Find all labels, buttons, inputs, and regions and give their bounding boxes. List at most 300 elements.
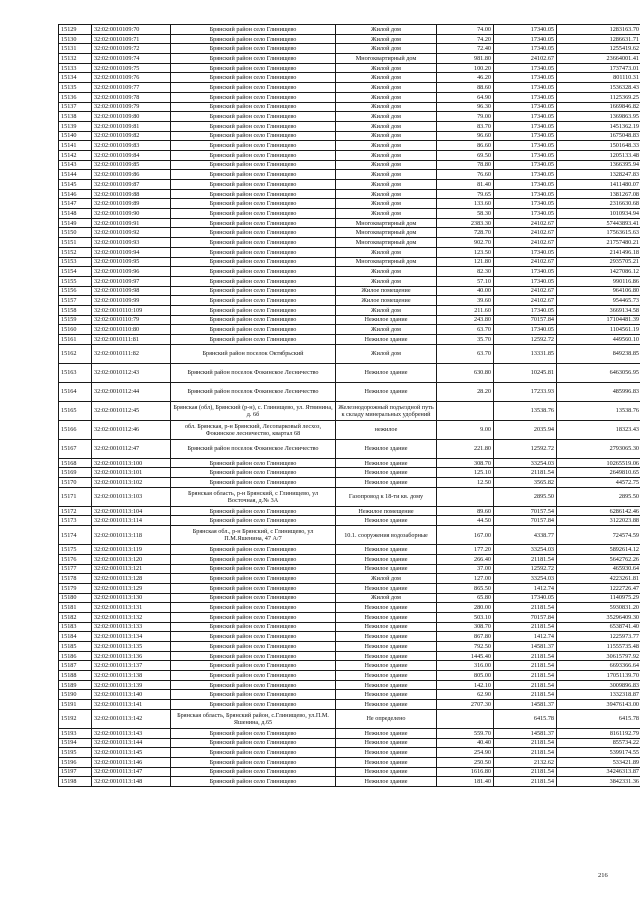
table-row <box>59 228 640 238</box>
cell-object-type: Нежилое здание <box>336 738 437 748</box>
cell-cadastral-number: 32:02:0010113:101 <box>92 468 171 478</box>
cell-specific-value: 21181.54 <box>494 690 557 700</box>
cell-specific-value: 12592.72 <box>494 335 557 345</box>
cell-specific-value: 17340.05 <box>494 170 557 180</box>
cell-specific-value: 13538.76 <box>494 401 557 420</box>
cell-area: 503.10 <box>437 612 494 622</box>
cell-specific-value: 17340.05 <box>494 112 557 122</box>
cell-object-type: Жилой дом <box>336 199 437 209</box>
cell-cadastral-value: 449560.10 <box>557 335 640 345</box>
cell-cadastral-number: 32:02:0010109:74 <box>92 54 171 64</box>
cell-cadastral-value: 6463056.95 <box>557 363 640 382</box>
cell-object-type: Жилой дом <box>336 112 437 122</box>
cell-row-number: 15137 <box>59 102 92 112</box>
cell-area: 63.70 <box>437 325 494 335</box>
cell-cadastral-value: 724574.59 <box>557 526 640 545</box>
cell-cadastral-number: 32:02:0010113:147 <box>92 767 171 777</box>
cell-row-number: 15188 <box>59 671 92 681</box>
cell-area <box>437 709 494 728</box>
cell-specific-value: 4338.77 <box>494 526 557 545</box>
cell-row-number: 15135 <box>59 83 92 93</box>
cell-address: Брянский район село Глинищево <box>171 651 336 661</box>
table-row <box>59 728 640 738</box>
cell-cadastral-value: 485996.83 <box>557 382 640 401</box>
cell-cadastral-number: 32:02:0010113:144 <box>92 738 171 748</box>
table-row <box>59 267 640 277</box>
cell-object-type: Жилой дом <box>336 25 437 35</box>
cell-area: 37.00 <box>437 564 494 574</box>
cell-cadastral-value: 6286142.46 <box>557 506 640 516</box>
cell-cadastral-number: 32:02:0010113:131 <box>92 603 171 613</box>
cell-cadastral-number: 32:02:0010109:77 <box>92 83 171 93</box>
cell-specific-value: 17340.05 <box>494 34 557 44</box>
cell-row-number: 15148 <box>59 209 92 219</box>
table-row <box>59 622 640 632</box>
cell-cadastral-number: 32:02:0010112:44 <box>92 382 171 401</box>
cell-address: Брянский район село Глинищево <box>171 680 336 690</box>
cell-object-type: Нежилое здание <box>336 671 437 681</box>
cell-object-type: Жилой дом <box>336 141 437 151</box>
cell-cadastral-value: 13538.76 <box>557 401 640 420</box>
table-row <box>59 554 640 564</box>
cell-address: Брянский район село Глинищево <box>171 671 336 681</box>
cell-cadastral-number: 32:02:0010113:100 <box>92 458 171 468</box>
table-row <box>59 583 640 593</box>
table-row <box>59 545 640 555</box>
cell-object-type: Нежилое здание <box>336 545 437 555</box>
cell-cadastral-number: 32:02:0010109:84 <box>92 150 171 160</box>
cell-address: Брянский район село Глинищево <box>171 767 336 777</box>
cell-row-number: 15198 <box>59 777 92 787</box>
cell-cadastral-number: 32:02:0010112:43 <box>92 363 171 382</box>
cell-cadastral-number: 32:02:0010109:80 <box>92 112 171 122</box>
table-row <box>59 238 640 248</box>
cell-specific-value: 21181.54 <box>494 680 557 690</box>
cell-object-type: Нежилое здание <box>336 603 437 613</box>
cell-cadastral-value: 5399174.55 <box>557 748 640 758</box>
cell-row-number: 15162 <box>59 344 92 363</box>
cell-object-type: Жилой дом <box>336 73 437 83</box>
cell-cadastral-value: 1222726.47 <box>557 583 640 593</box>
cell-specific-value: 17340.05 <box>494 276 557 286</box>
cell-cadastral-value: 3842331.36 <box>557 777 640 787</box>
cell-specific-value: 2035.94 <box>494 420 557 439</box>
cell-address: Брянский район село Глинищево <box>171 199 336 209</box>
cell-row-number: 15143 <box>59 160 92 170</box>
table-row <box>59 209 640 219</box>
cell-cadastral-value: 5642762.26 <box>557 554 640 564</box>
table-row <box>59 564 640 574</box>
cell-object-type: Нежилое здание <box>336 363 437 382</box>
cell-object-type: Жилой дом <box>336 574 437 584</box>
cell-row-number: 15149 <box>59 218 92 228</box>
cell-cadastral-number: 32:02:0010113:136 <box>92 651 171 661</box>
cell-area: 78.80 <box>437 160 494 170</box>
cell-address: Брянский район село Глинищево <box>171 63 336 73</box>
cell-area: 46.20 <box>437 73 494 83</box>
cell-object-type: 10.1. сооружения водозаборные <box>336 526 437 545</box>
table-row <box>59 738 640 748</box>
table-row <box>59 335 640 345</box>
cell-area: 266.40 <box>437 554 494 564</box>
cell-area: 865.50 <box>437 583 494 593</box>
cell-specific-value: 13331.85 <box>494 344 557 363</box>
cell-cadastral-number: 32:02:0010111:81 <box>92 335 171 345</box>
cell-object-type: Жилое помещение <box>336 286 437 296</box>
cell-specific-value: 17340.05 <box>494 247 557 257</box>
cell-specific-value: 21181.54 <box>494 622 557 632</box>
table-row <box>59 526 640 545</box>
cell-object-type: Нежилое здание <box>336 757 437 767</box>
cell-address: Брянский район село Глинищево <box>171 728 336 738</box>
cell-cadastral-number: 32:02:0010109:93 <box>92 238 171 248</box>
cell-area: 39.60 <box>437 296 494 306</box>
table-row <box>59 420 640 439</box>
cell-cadastral-value: 17051139.70 <box>557 671 640 681</box>
cell-address: Брянский район село Глинищево <box>171 73 336 83</box>
cell-object-type: Жилой дом <box>336 92 437 102</box>
cell-specific-value: 3565.82 <box>494 478 557 488</box>
cell-row-number: 15160 <box>59 325 92 335</box>
cell-specific-value: 17340.05 <box>494 83 557 93</box>
table-row <box>59 593 640 603</box>
cell-cadastral-value: 3122023.88 <box>557 516 640 526</box>
cell-cadastral-number: 32:02:0010113:114 <box>92 516 171 526</box>
cell-cadastral-value: 1369863.95 <box>557 112 640 122</box>
cell-area: 559.70 <box>437 728 494 738</box>
cell-area: 76.60 <box>437 170 494 180</box>
cell-specific-value: 70157.84 <box>494 315 557 325</box>
cell-area: 64.90 <box>437 92 494 102</box>
cell-cadastral-value: 1225973.77 <box>557 632 640 642</box>
cell-cadastral-value: 2895.50 <box>557 487 640 506</box>
cell-row-number: 15156 <box>59 286 92 296</box>
cell-cadastral-value: 4223261.81 <box>557 574 640 584</box>
cell-object-type: Жилой дом <box>336 247 437 257</box>
cell-row-number: 15146 <box>59 189 92 199</box>
cell-specific-value: 14581.37 <box>494 728 557 738</box>
cell-object-type: Нежилое здание <box>336 690 437 700</box>
cell-row-number: 15168 <box>59 458 92 468</box>
cell-row-number: 15133 <box>59 63 92 73</box>
cell-cadastral-number: 32:02:0010113:143 <box>92 728 171 738</box>
table-row <box>59 748 640 758</box>
cell-specific-value: 17340.05 <box>494 199 557 209</box>
cell-object-type: Жилой дом <box>336 170 437 180</box>
cell-object-type: Жилой дом <box>336 593 437 603</box>
table-row <box>59 305 640 315</box>
table-body <box>59 25 640 787</box>
cell-address: Брянский район село Глинищево <box>171 468 336 478</box>
cell-object-type: Нежилое здание <box>336 622 437 632</box>
table-row <box>59 189 640 199</box>
cell-cadastral-number: 32:02:0010113:146 <box>92 757 171 767</box>
cell-cadastral-value: 18323.43 <box>557 420 640 439</box>
cell-address: Брянский район село Глинищево <box>171 593 336 603</box>
table-row <box>59 382 640 401</box>
cell-specific-value: 21181.54 <box>494 777 557 787</box>
cell-area: 28.20 <box>437 382 494 401</box>
cell-cadastral-number: 32:02:0010113:121 <box>92 564 171 574</box>
cell-address: Брянский район село Глинищево <box>171 54 336 64</box>
cell-row-number: 15155 <box>59 276 92 286</box>
cell-object-type: Жилой дом <box>336 150 437 160</box>
cell-row-number: 15151 <box>59 238 92 248</box>
cell-address: Брянский район поселок Фокинское Лесничество <box>171 439 336 458</box>
cell-row-number: 15182 <box>59 612 92 622</box>
cell-specific-value: 21181.54 <box>494 671 557 681</box>
cell-cadastral-value: 23664001.41 <box>557 54 640 64</box>
table-row <box>59 141 640 151</box>
cell-area: 81.40 <box>437 180 494 190</box>
cell-object-type: Многоквартирный дом <box>336 257 437 267</box>
cell-address: Брянский район село Глинищево <box>171 180 336 190</box>
cell-address: Брянская (обл), Брянский (р-н), с. Глинищево, ул. Ятвинина, д. 6б <box>171 401 336 420</box>
cell-cadastral-number: 32:02:0010109:87 <box>92 180 171 190</box>
cell-cadastral-number: 32:02:0010113:130 <box>92 593 171 603</box>
cell-specific-value: 2895.50 <box>494 487 557 506</box>
table-row <box>59 247 640 257</box>
cell-object-type: Нежилое здание <box>336 748 437 758</box>
cell-area: 127.00 <box>437 574 494 584</box>
table-row <box>59 344 640 363</box>
table-row <box>59 574 640 584</box>
cell-specific-value: 1412.74 <box>494 632 557 642</box>
cell-area: 902.70 <box>437 238 494 248</box>
table-row <box>59 73 640 83</box>
cell-specific-value: 12592.72 <box>494 439 557 458</box>
cell-object-type: Нежилое здание <box>336 516 437 526</box>
cell-address: Брянский район село Глинищево <box>171 545 336 555</box>
cell-row-number: 15153 <box>59 257 92 267</box>
cell-address: Брянский район поселок Фокинское Лесничество <box>171 363 336 382</box>
cell-row-number: 15166 <box>59 420 92 439</box>
cell-address: Брянский район село Глинищево <box>171 335 336 345</box>
cell-cadastral-value: 1381267.08 <box>557 189 640 199</box>
cell-area: 211.60 <box>437 305 494 315</box>
cell-object-type: Жилой дом <box>336 344 437 363</box>
cell-row-number: 15165 <box>59 401 92 420</box>
cell-area: 89.60 <box>437 506 494 516</box>
cell-area: 280.00 <box>437 603 494 613</box>
cell-cadastral-number: 32:02:0010113:118 <box>92 526 171 545</box>
cell-area: 100.20 <box>437 63 494 73</box>
cell-area: 792.50 <box>437 642 494 652</box>
cell-cadastral-value: 11555735.48 <box>557 642 640 652</box>
cell-area: 125.10 <box>437 468 494 478</box>
table-row <box>59 401 640 420</box>
table-row <box>59 671 640 681</box>
cell-row-number: 15174 <box>59 526 92 545</box>
cell-address: Брянский район село Глинищево <box>171 564 336 574</box>
cell-area: 74.20 <box>437 34 494 44</box>
cell-cadastral-number: 32:02:0010113:132 <box>92 612 171 622</box>
cell-object-type: Нежилое здание <box>336 554 437 564</box>
cell-object-type: Жилой дом <box>336 267 437 277</box>
cell-area: 167.00 <box>437 526 494 545</box>
cell-address: Брянская область, р-н Брянский, с Глинищево, ул Восточная, д.№ 3А <box>171 487 336 506</box>
cell-area: 805.00 <box>437 671 494 681</box>
cell-address: Брянский район село Глинищево <box>171 458 336 468</box>
cell-cadastral-number: 32:02:0010109:86 <box>92 170 171 180</box>
table-row <box>59 439 640 458</box>
cell-cadastral-value: 1283163.70 <box>557 25 640 35</box>
cell-cadastral-number: 32:02:0010109:89 <box>92 199 171 209</box>
cell-specific-value: 33254.03 <box>494 545 557 555</box>
cell-area: 88.60 <box>437 83 494 93</box>
table-row <box>59 767 640 777</box>
table-row <box>59 121 640 131</box>
cell-area: 177.20 <box>437 545 494 555</box>
cell-address: Брянский район село Глинищево <box>171 286 336 296</box>
cell-row-number: 15196 <box>59 757 92 767</box>
cell-address: Брянский район село Глинищево <box>171 305 336 315</box>
cell-address: Брянский район село Глинищево <box>171 112 336 122</box>
cell-object-type: Жилой дом <box>336 189 437 199</box>
cell-row-number: 15195 <box>59 748 92 758</box>
cell-cadastral-value: 1328247.83 <box>557 170 640 180</box>
cell-specific-value: 24102.67 <box>494 296 557 306</box>
cell-cadastral-value: 2793065.30 <box>557 439 640 458</box>
cell-area <box>437 401 494 420</box>
cell-row-number: 15176 <box>59 554 92 564</box>
cell-row-number: 15167 <box>59 439 92 458</box>
cell-cadastral-value: 2141496.18 <box>557 247 640 257</box>
table-row <box>59 83 640 93</box>
cell-address: Брянский район село Глинищево <box>171 296 336 306</box>
cell-object-type: Жилое помещение <box>336 296 437 306</box>
table-row <box>59 180 640 190</box>
table-row <box>59 92 640 102</box>
cell-cadastral-number: 32:02:0010112:47 <box>92 439 171 458</box>
cell-object-type: Железнодорожный подъездной путь к складу минеральных удобрений <box>336 401 437 420</box>
cell-specific-value: 17340.05 <box>494 209 557 219</box>
cell-address: Брянский район село Глинищево <box>171 247 336 257</box>
cell-area: 630.80 <box>437 363 494 382</box>
table-row <box>59 150 640 160</box>
cell-cadastral-number: 32:02:0010109:70 <box>92 25 171 35</box>
cell-cadastral-value: 57443893.41 <box>557 218 640 228</box>
cell-cadastral-value: 954465.73 <box>557 296 640 306</box>
cell-area: 62.90 <box>437 690 494 700</box>
cell-cadastral-number: 32:02:0010109:83 <box>92 141 171 151</box>
cell-specific-value: 33254.03 <box>494 458 557 468</box>
cell-address: Брянский район поселок Фокинское Лесничество <box>171 382 336 401</box>
table-row <box>59 612 640 622</box>
cell-specific-value: 6415.78 <box>494 709 557 728</box>
cell-object-type: Жилой дом <box>336 63 437 73</box>
cell-cadastral-number: 32:02:0010113:145 <box>92 748 171 758</box>
table-row <box>59 506 640 516</box>
cell-row-number: 15172 <box>59 506 92 516</box>
cell-object-type: Газопровод к 18-ти кв. дому <box>336 487 437 506</box>
cell-area: 35.70 <box>437 335 494 345</box>
cell-cadastral-value: 34246313.87 <box>557 767 640 777</box>
table-row <box>59 63 640 73</box>
cell-cadastral-number: 32:02:0010109:82 <box>92 131 171 141</box>
cell-address: Брянский район село Глинищево <box>171 121 336 131</box>
cell-cadastral-value: 44572.75 <box>557 478 640 488</box>
cell-specific-value: 17340.05 <box>494 25 557 35</box>
cell-specific-value: 14581.37 <box>494 700 557 710</box>
cell-object-type: Жилой дом <box>336 160 437 170</box>
cell-cadastral-value: 964106.80 <box>557 286 640 296</box>
cell-cadastral-value: 2649810.65 <box>557 468 640 478</box>
cell-object-type: Нежилое здание <box>336 612 437 622</box>
cell-area: 72.40 <box>437 44 494 54</box>
cell-address: Брянский район поселок Октябрьский <box>171 344 336 363</box>
cell-cadastral-value: 1427086.12 <box>557 267 640 277</box>
table-row <box>59 54 640 64</box>
cell-address: Брянский район село Глинищево <box>171 34 336 44</box>
cell-area: 65.80 <box>437 593 494 603</box>
table-row <box>59 112 640 122</box>
cell-cadastral-number: 32:02:0010112:46 <box>92 420 171 439</box>
cadastral-value-table <box>58 24 640 787</box>
cell-row-number: 15197 <box>59 767 92 777</box>
cell-cadastral-value: 39476143.00 <box>557 700 640 710</box>
cell-address: Брянский район село Глинищево <box>171 516 336 526</box>
table-row <box>59 363 640 382</box>
table-row <box>59 218 640 228</box>
cell-object-type: Многоквартирный дом <box>336 238 437 248</box>
table-row <box>59 199 640 209</box>
cell-cadastral-value: 5892614.12 <box>557 545 640 555</box>
cell-row-number: 15190 <box>59 690 92 700</box>
table-row <box>59 276 640 286</box>
cell-row-number: 15170 <box>59 478 92 488</box>
cell-address: Брянский район село Глинищево <box>171 554 336 564</box>
cell-row-number: 15159 <box>59 315 92 325</box>
cell-area: 69.50 <box>437 150 494 160</box>
table-row <box>59 34 640 44</box>
cell-address: Брянская обл., р-н Брянский, с Глинищево, ул П.М.Яшенина, 47 А/7 <box>171 526 336 545</box>
cell-address: Брянский район село Глинищево <box>171 748 336 758</box>
table-row <box>59 325 640 335</box>
cell-cadastral-number: 32:02:0010113:135 <box>92 642 171 652</box>
cell-cadastral-number: 32:02:0010109:99 <box>92 296 171 306</box>
cell-object-type: Жилой дом <box>336 121 437 131</box>
cell-address: Брянский район село Глинищево <box>171 603 336 613</box>
cell-specific-value: 24102.67 <box>494 54 557 64</box>
cell-object-type: Нежилое здание <box>336 767 437 777</box>
cell-address: Брянский район село Глинищево <box>171 632 336 642</box>
cell-specific-value: 21181.54 <box>494 661 557 671</box>
cell-specific-value: 24102.67 <box>494 286 557 296</box>
cell-row-number: 15139 <box>59 121 92 131</box>
cell-row-number: 15184 <box>59 632 92 642</box>
cell-address: Брянский район село Глинищево <box>171 267 336 277</box>
cell-cadastral-value: 1451362.19 <box>557 121 640 131</box>
cell-address: Брянский район село Глинищево <box>171 777 336 787</box>
cell-area: 79.00 <box>437 112 494 122</box>
cell-specific-value: 17340.05 <box>494 150 557 160</box>
cell-address: Брянский район село Глинищево <box>171 131 336 141</box>
cell-cadastral-number: 32:02:0010109:98 <box>92 286 171 296</box>
cell-object-type: Нежилое здание <box>336 651 437 661</box>
table-row <box>59 680 640 690</box>
cell-cadastral-value: 1737473.01 <box>557 63 640 73</box>
cell-address: Брянский район село Глинищево <box>171 160 336 170</box>
cell-row-number: 15187 <box>59 661 92 671</box>
cell-cadastral-value: 2316630.68 <box>557 199 640 209</box>
cell-object-type: Жилой дом <box>336 44 437 54</box>
cell-row-number: 15134 <box>59 73 92 83</box>
cell-address: Брянский район село Глинищево <box>171 642 336 652</box>
cell-cadastral-number: 32:02:0010113:139 <box>92 680 171 690</box>
table-row <box>59 458 640 468</box>
cell-row-number: 15129 <box>59 25 92 35</box>
